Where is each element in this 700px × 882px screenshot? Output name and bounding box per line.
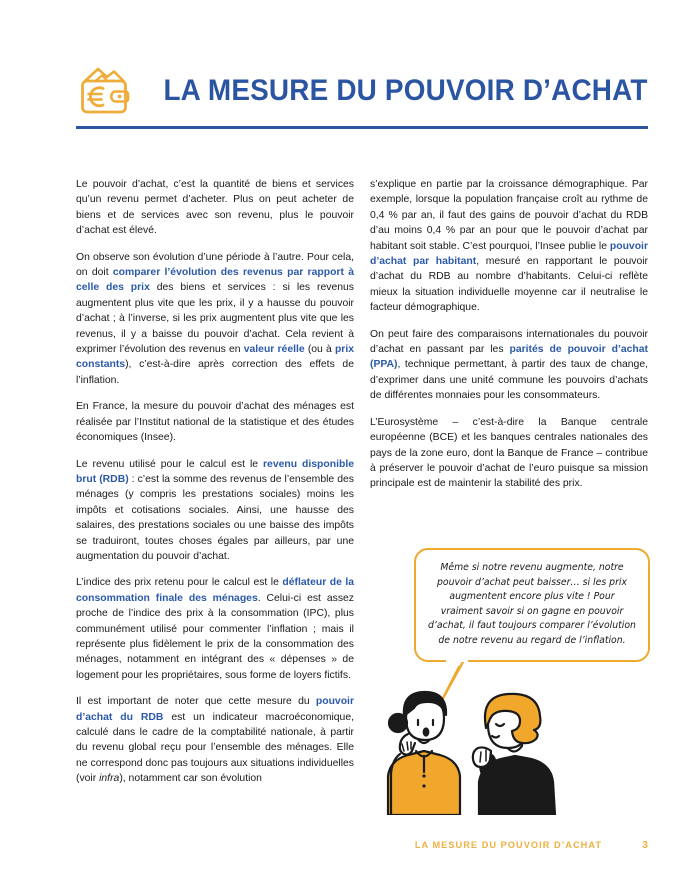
- page-title: LA MESURE DU POUVOIR D’ACHAT: [163, 74, 648, 107]
- callout-text: Même si notre revenu augmente, notre pouvoir d’achat peut baisser… si les prix augmentent encore plus vite ! Pour vraiment savoir si on gagne en pouvoir d’achat, il faut toujours comparer l’évolution de notre revenu au regard de l’inflation.: [414, 548, 650, 662]
- body-paragraph: On peut faire des comparaisons internationales du pouvoir d’achat en passant par les parités de pouvoir d’achat (PPA), technique permettant, à partir des taux de change, d’exprimer dans une unité commune les pouvoirs d’achats de différentes monnaies pour les consommateurs.: [370, 328, 648, 402]
- body-paragraph: Le pouvoir d’achat, c’est la quantité de biens et services qu’un revenu permet d’acheter. Plus on peut acheter de biens et de services avec son revenu, plus le pouvoir d’achat est élevé.: [76, 179, 354, 237]
- body-paragraph: On observe son évolution d’une période à l’autre. Pour cela, on doit comparer l’évolution des revenus par rapport à celle des prix des biens et services : si les revenus augmentent plus vite que les prix, il y a hausse du pouvoir d’achat ; à l’inverse, si les prix augmentent plus vite que les revenus, il y a baisse du pouvoir d’achat. Cela revient à exprimer l’évolution des revenus en valeur réelle (ou à prix constants), c’est-à-dire après correction des effets de l’inflation.: [76, 251, 354, 386]
- title-underline-rule: [76, 126, 648, 129]
- body-paragraph: L’indice des prix retenu pour le calcul est le déflateur de la consommation finale des ménages. Celui-ci est assez proche de l’indice des prix à la consommation (IPC), plus communément utilisé pour commenter l’inflation ; mais il représente plus fidèlement le prix de la consommation des ménages, notamment en intégrant des « dépenses » de logement pour les propriétaires, sous forme de loyers fictifs.: [76, 577, 354, 681]
- glossary-term-link[interactable]: pouvoir d’achat du RDB: [76, 696, 354, 723]
- body-column-right: [370, 177, 648, 492]
- glossary-term-link[interactable]: valeur réelle: [243, 344, 305, 356]
- two-women-whispering-illustration: [378, 690, 593, 815]
- body-paragraph: Il est important de noter que cette mesure du pouvoir d’achat du RDB est un indicateur macroéconomique, calculé dans le cadre de la comptabilité nationale, à partir du revenu global reçu pour l’ensemble des ménages. Elle ne correspond donc pas toujours aux situations individuelles (voir infra), notamment car son évolution: [76, 696, 355, 785]
- footer-section-title: LA MESURE DU POUVOIR D’ACHAT: [414, 839, 602, 850]
- glossary-term-link[interactable]: comparer l’évolution des revenus par rapport à celle des prix: [76, 267, 354, 294]
- glossary-term-link[interactable]: prix constants: [76, 344, 354, 371]
- body-paragraph: L’Eurosystème – c’est-à-dire la Banque centrale européenne (BCE) et les banques centrales nationales des pays de la zone euro, dont la Banque de France – contribue à préserver le pouvoir d’achat de l’euro puisque sa mission principale est de maintenir la stabilité des prix.: [370, 416, 648, 490]
- footer-page-number: 3: [642, 838, 648, 851]
- body-paragraph: s’explique en partie par la croissance démographique. Par exemple, lorsque la population française croît au rythme de 0,4 % par an, il faut des gains de pouvoir d’achat du RDB d’au moins 0,4 % par an pour que le pouvoir d’achat par habitant soit stable. C’est pourquoi, l’Insee publie le pouvoir d’achat par habitant, mesuré en rapportant le pouvoir d’achat du RDB au nombre d’habitants. Celui-ci reflète mieux la situation individuelle moyenne car il neutralise le facteur démographique.: [370, 179, 648, 314]
- wallet-euro-icon: [76, 64, 132, 120]
- glossary-term-link[interactable]: revenu disponible brut (RDB): [76, 458, 354, 485]
- body-paragraph: En France, la mesure du pouvoir d’achat des ménages est réalisée par l’Institut national de la statistique et des études économiques (Insee).: [76, 401, 354, 444]
- glossary-term-link[interactable]: parités de pouvoir d’achat (PPA): [370, 344, 648, 371]
- body-paragraph: Le revenu utilisé pour le calcul est le revenu disponible brut (RDB) : c’est la somme des revenus de l’ensemble des ménages (y compris les prestations sociales) moins les impôts et cotisations sociales. Ainsi, une hausse des salaires, des prestations sociales ou une baisse des impôts se traduiront, toutes choses égales par ailleurs, par une augmentation du pouvoir d’achat.: [76, 458, 354, 562]
- page-footer: [76, 836, 648, 852]
- glossary-term-link[interactable]: pouvoir d’achat par habitant: [370, 240, 648, 268]
- callout-bubble: [414, 548, 650, 662]
- emphasis-text: infra: [99, 773, 120, 785]
- body-column-left: [76, 177, 354, 787]
- glossary-term-link[interactable]: déflateur de la consommation finale des ménages: [76, 577, 354, 604]
- page-header: [76, 60, 648, 132]
